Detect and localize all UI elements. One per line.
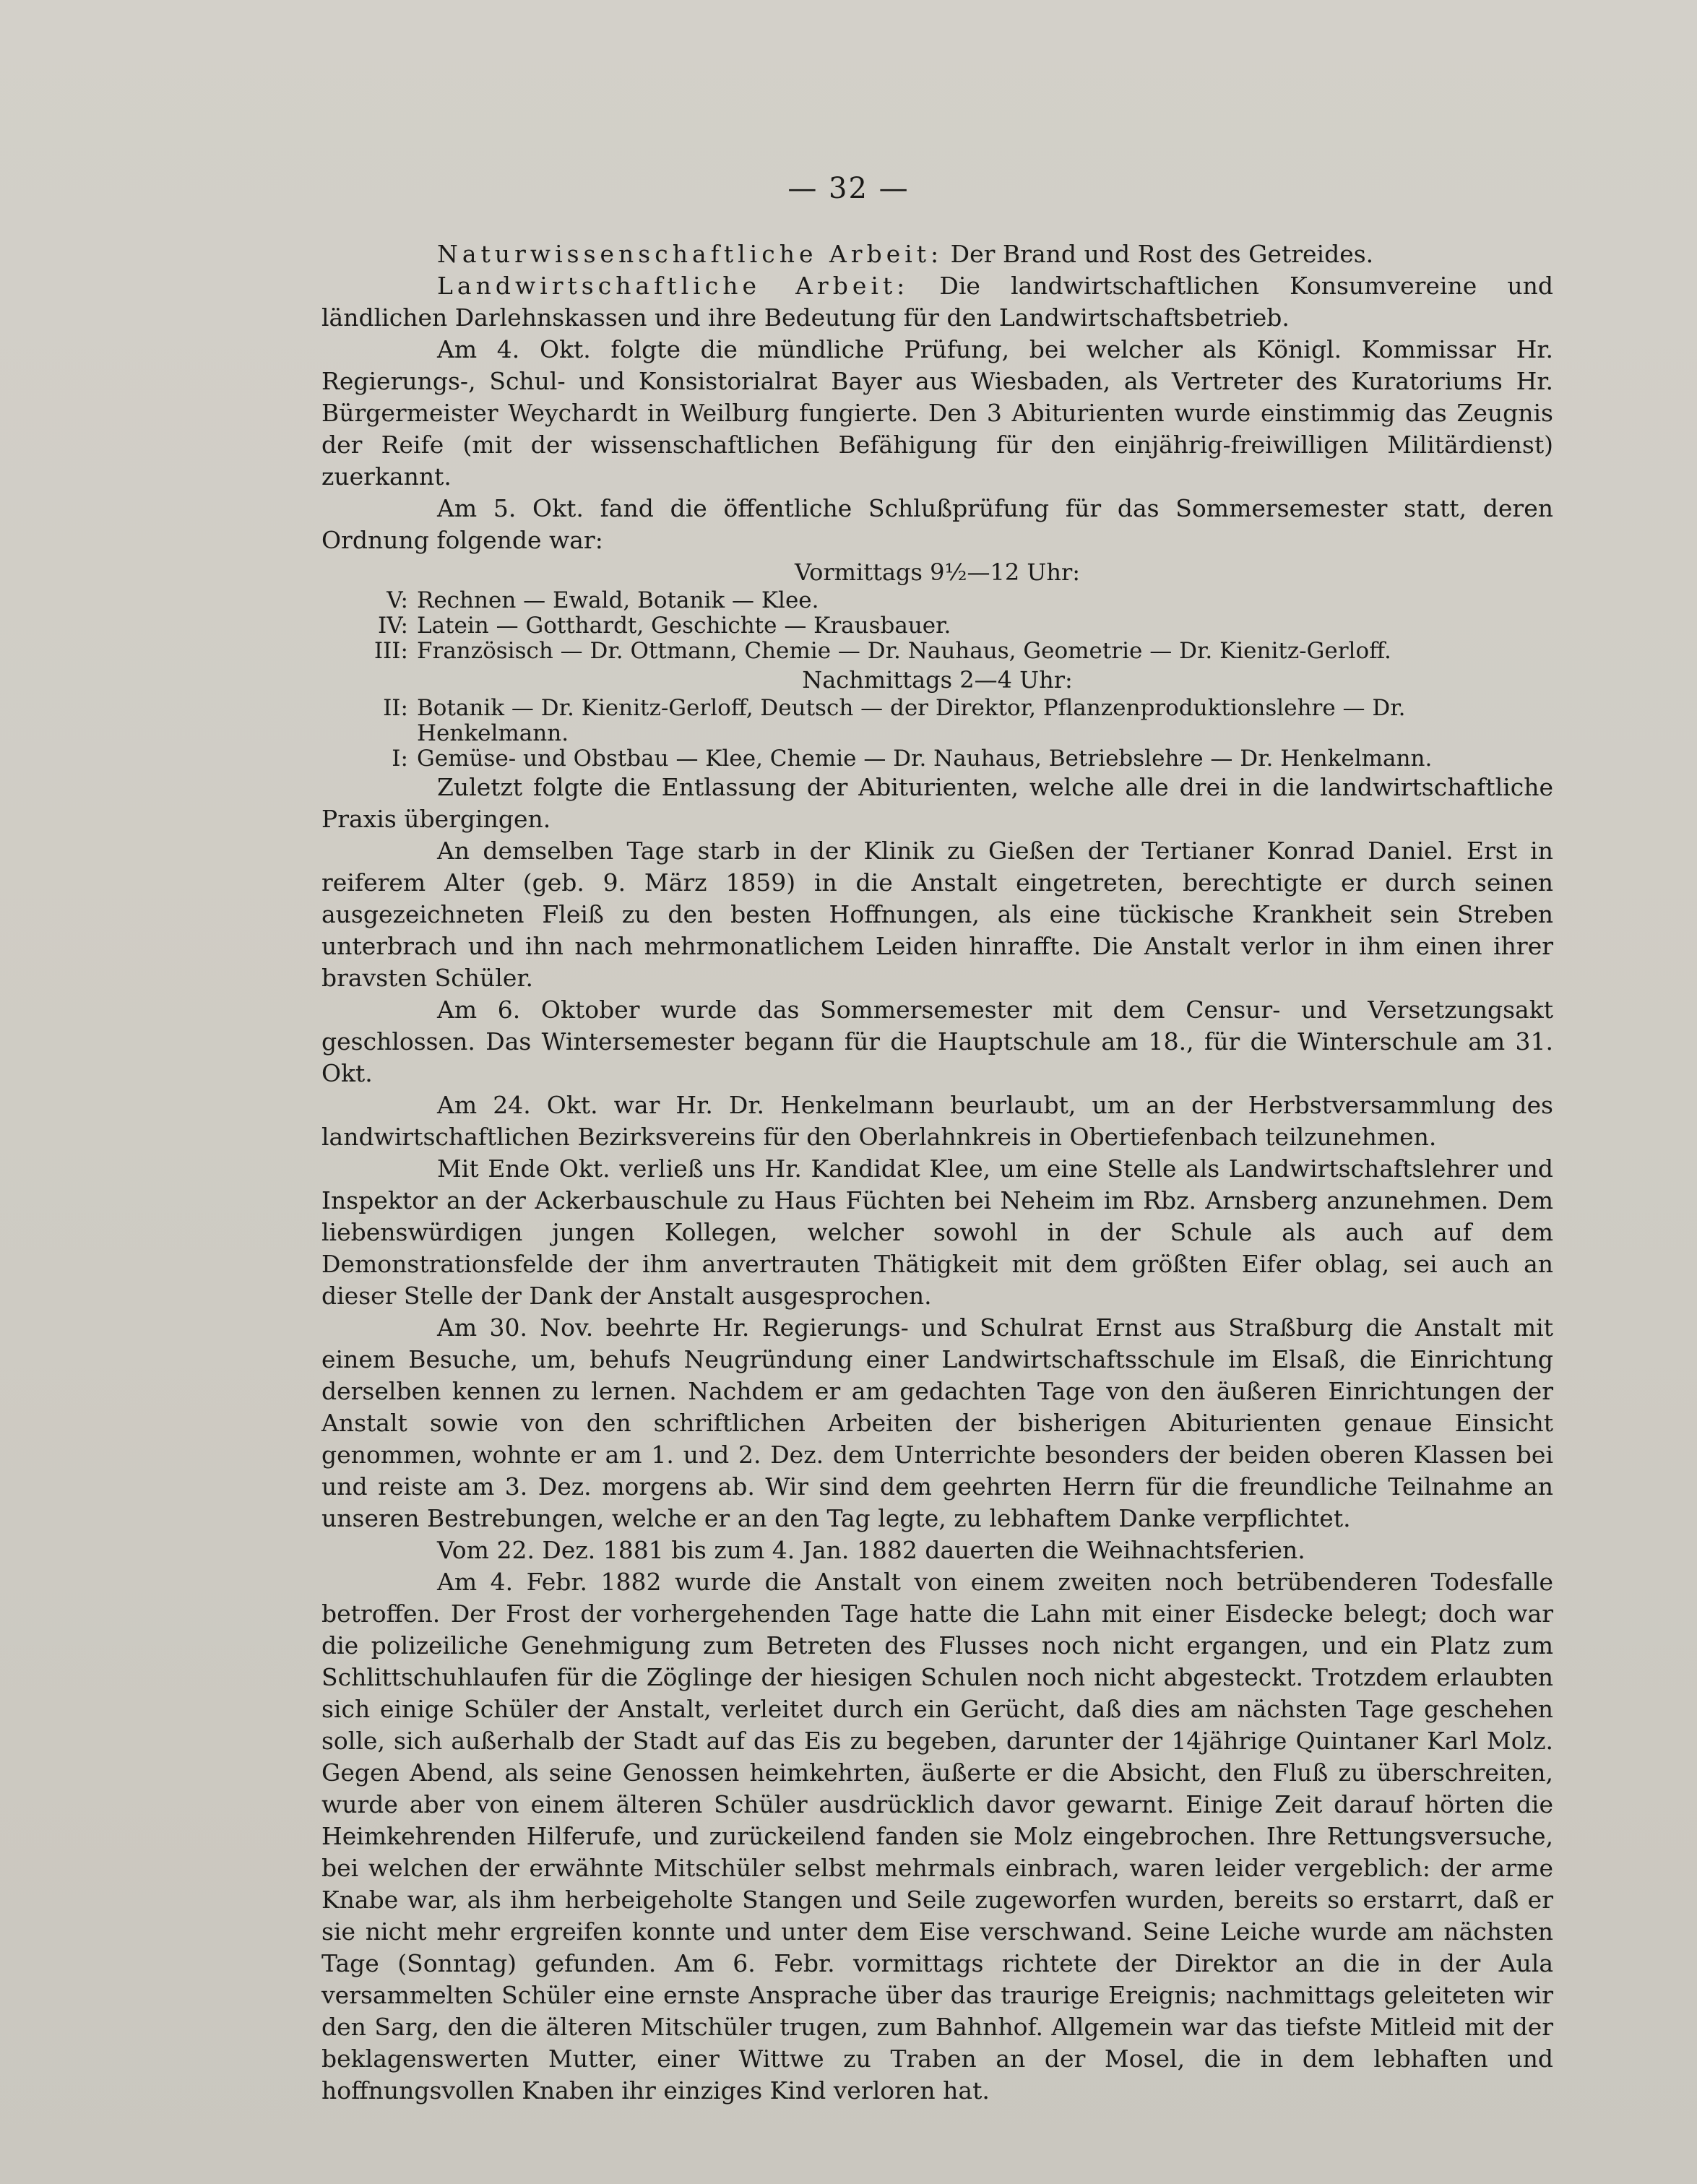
thesis-text: Die landwirtschaftlichen Konsumvereine und ländlichen Darlehnskassen und ihre Bedeutung für den Landwirtschaftsbetrieb. [321, 272, 1553, 332]
class-label: IV: [378, 613, 408, 639]
subjects: Latein — Gotthardt, Geschichte — Krausbauer. [417, 613, 951, 639]
schedule-morning-header: Vormittags 9½—12 Uhr: [794, 558, 1081, 586]
schedule-row [321, 746, 1553, 772]
paragraph-obituary-molz: Am 4. Febr. 1882 wurde die Anstalt von einem zweiten noch betrübenderen Todesfalle betroffen. Der Frost der vorhergehenden Tage hatte die Lahn mit einer Eisdecke belegt; doch war die polizeiliche Genehmigung zum Betreten des Flusses noch nicht ergangen, und ein Platz zum Schlittschuhlaufen für die Zöglinge der hiesigen Schulen noch nicht abgesteckt. Trotzdem erlaubten sich einige Schüler der Anstalt, verleitet durch ein Gerücht, daß dies am nächsten Tage geschehen solle, sich außerhalb der Stadt auf das Eis zu begeben, darunter der 14jährige Quintaner Karl Molz. Gegen Abend, als seine Genossen heimkehrten, äußerte er die Absicht, den Fluß zu überschreiten, wurde aber von einem älteren Schüler ausdrücklich davor gewarnt. Einige Zeit darauf hörten die Heimkehrenden Hilferufe, und zurückeilend fanden sie Molz eingebrochen. Ihre Rettungsversuche, bei welchen der erwähnte Mitschüler selbst mehrmals einbrach, waren leider vergeblich: der arme Knabe war, als ihm herbeigeholte Stangen und Seile zugeworfen wurden, bereits so erstarrt, daß er sie nicht mehr ergreifen konnte und unter dem Eise verschwand. Seine Leiche wurde am nächsten Tage (Sonntag) gefunden. Am 6. Febr. vormittags richtete der Direktor an die in der Aula versammelten Schüler eine ernste Ansprache über das traurige Ereignis; nachmittags geleiteten wir den Sarg, den die älteren Mitschüler trugen, zum Bahnhof. Allgemein war das tiefste Mitleid mit der beklagenswerten Mutter, einer Wittwe zu Traben an der Mosel, die in dem lebhaften und hoffnungsvollen Knaben ihr einziges Kind verloren hat. [321, 1568, 1553, 2105]
subjects: Botanik — Dr. Kienitz-Gerloff, Deutsch — der Direktor, Pflanzenproduktionslehre — Dr. Henkelmann. [417, 695, 1406, 746]
class-label: II: [383, 695, 408, 721]
paragraph-visit: Am 30. Nov. beehrte Hr. Regierungs- und Schulrat Ernst aus Straßburg die Anstalt mit einem Besuche, um, behufs Neugründung einer Landwirtschaftsschule im Elsaß, die Einrichtung derselben kennen zu lernen. Nachdem er am gedachten Tage von den äußeren Einrichtungen der Anstalt sowie von den schriftlichen Arbeiten der bisherigen Abiturienten genaue Einsicht genommen, wohnte er am 1. und 2. Dez. dem Unterrichte besonders der beiden oberen Klassen bei und reiste am 3. Dez. morgens ab. Wir sind dem geehrten Herrn für die freundliche Teilnahme an unseren Bestrebungen, welche er an den Tag legte, zu lebhaftem Danke verpflichtet. [321, 1313, 1553, 1532]
paragraph-agri-thesis [321, 270, 1553, 334]
paragraph-klee-departure: Mit Ende Okt. verließ uns Hr. Kandidat Klee, um eine Stelle als Landwirtschaftslehrer und Inspektor an der Ackerbauschule zu Haus Füchten bei Neheim im Rbz. Arnsberg anzunehmen. Dem liebenswürdigen jungen Kollegen, welcher sowohl in der Schule als auch auf dem Demonstrationsfelde der ihm anvertrauten Thätigkeit mit dem größten Eifer oblag, sei auch an dieser Stelle der Dank der Anstalt ausgesprochen. [321, 1154, 1553, 1310]
subjects: Rechnen — Ewald, Botanik — Klee. [417, 587, 819, 613]
paragraph-dismissal: Zuletzt folgte die Entlassung der Abiturienten, welche alle drei in die landwirtschaftliche Praxis übergingen. [321, 773, 1553, 833]
paragraph-oral-exam: Am 4. Okt. folgte die mündliche Prüfung, bei welcher als Königl. Kommissar Hr. Regierungs-, Schul- und Konsistorialrat Bayer aus Wiesbaden, als Vertreter des Kuratoriums Hr. Bürgermeister Weychardt in Weilburg fungierte. Den 3 Abiturienten wurde einstimmig das Zeugnis der Reife (mit der wissenschaftlichen Befähigung für den einjährig-freiwilligen Militärdienst) zuerkannt. [321, 335, 1553, 491]
schedule-row [321, 613, 1553, 639]
paragraph-holidays: Vom 22. Dez. 1881 bis zum 4. Jan. 1882 dauerten die Weihnachtsferien. [437, 1536, 1305, 1564]
schedule-afternoon-header: Nachmittags 2—4 Uhr: [802, 666, 1073, 694]
paragraph-obituary-daniel: An demselben Tage starb in der Klinik zu Gießen der Tertianer Konrad Daniel. Erst in reiferem Alter (geb. 9. März 1859) in die Anstalt eingetreten, berechtigte er durch seinen ausgezeichneten Fleiß zu den besten Hoffnungen, als eine tückische Krankheit sein Streben unterbrach und ihn nach mehrmonatlichem Leiden hinraffte. Die Anstalt verlor in ihm einen ihrer bravsten Schüler. [321, 837, 1553, 992]
paragraph-science-thesis [321, 238, 1553, 270]
page-body [321, 238, 1553, 2107]
schedule-row [321, 696, 1553, 746]
paragraph-semester: Am 6. Oktober wurde das Sommersemester mit dem Censur- und Versetzungsakt geschlossen. Das Wintersemester begann für die Hauptschule am 18., für die Winterschule am 31. Okt. [321, 996, 1553, 1087]
subjects: Gemüse- und Obstbau — Klee, Chemie — Dr. Nauhaus, Betriebslehre — Dr. Henkelmann. [417, 746, 1433, 772]
class-label: III: [373, 638, 408, 664]
thesis-label: Landwirtschaftliche Arbeit: [437, 272, 910, 300]
schedule-row [321, 639, 1553, 664]
schedule-row [321, 588, 1553, 613]
class-label: V: [387, 587, 408, 613]
page-number: — 32 — [787, 172, 910, 205]
paragraph-leave: Am 24. Okt. war Hr. Dr. Henkelmann beurlaubt, um an der Herbstversammlung des landwirtschaftlichen Bezirksvereins für den Oberlahnkreis in Obertiefenbach teilzunehmen. [321, 1091, 1553, 1151]
exam-schedule [321, 556, 1553, 772]
class-label: I: [392, 746, 408, 772]
thesis-label: Naturwissenschaftliche Arbeit: [437, 240, 944, 268]
paragraph-final-exam: Am 5. Okt. fand die öffentliche Schlußprüfung für das Sommersemester statt, deren Ordnung folgende war: [321, 494, 1553, 554]
subjects: Französisch — Dr. Ottmann, Chemie — Dr. Nauhaus, Geometrie — Dr. Kienitz-Gerloff. [417, 638, 1391, 664]
thesis-text: Der Brand und Rost des Getreides. [943, 240, 1374, 268]
